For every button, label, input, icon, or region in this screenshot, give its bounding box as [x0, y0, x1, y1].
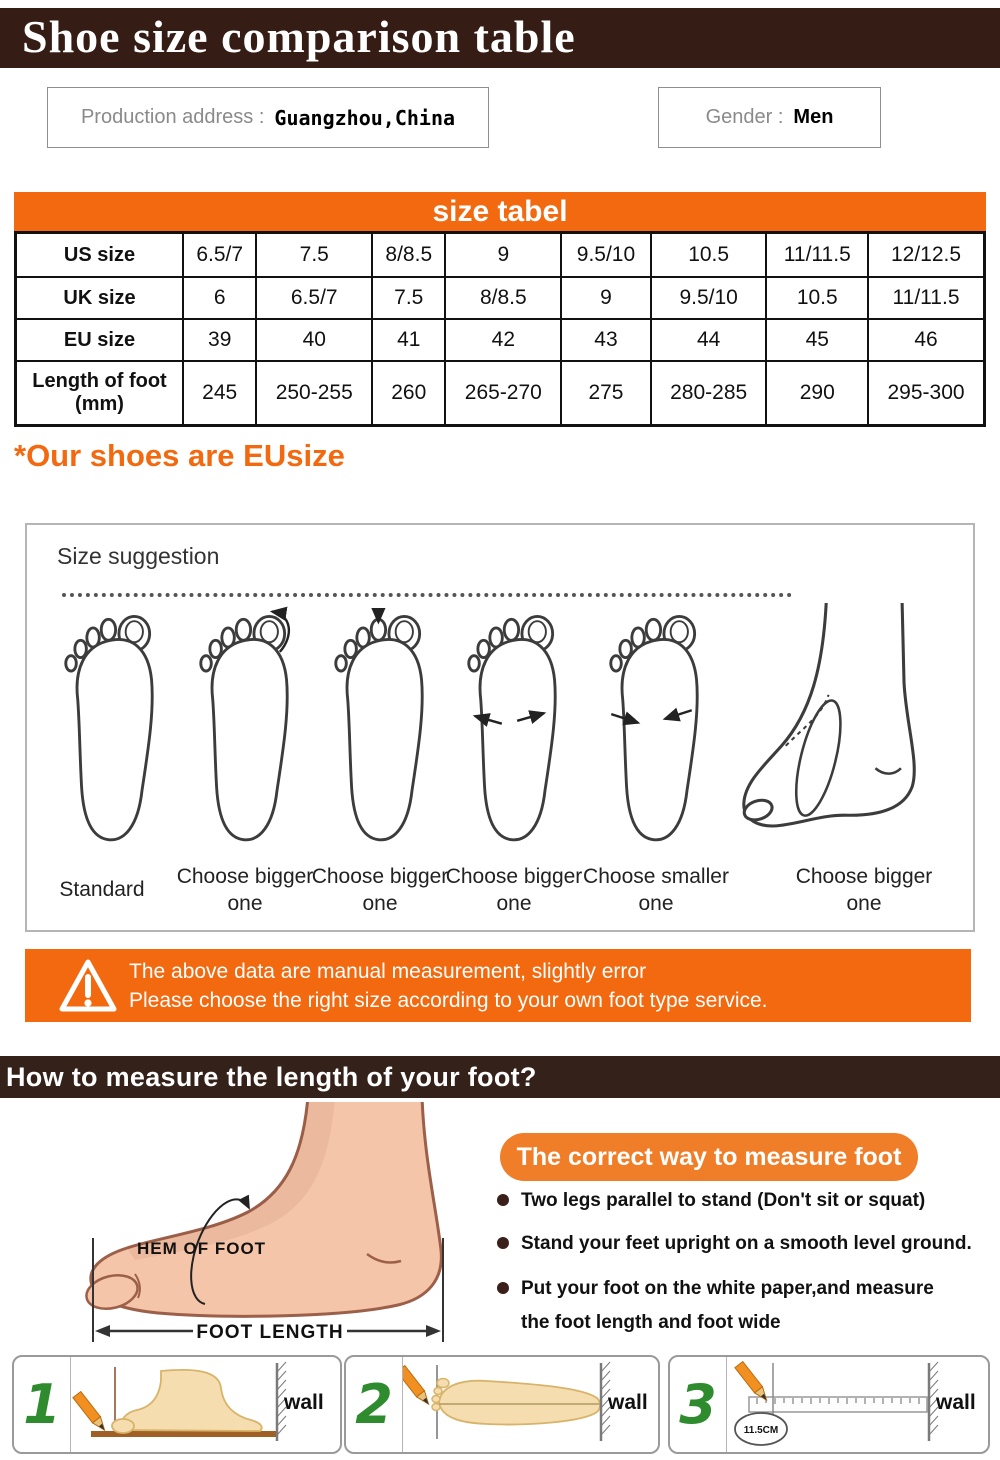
step-number: 1 [23, 1372, 61, 1436]
suggestion-label: Choose bigger one [311, 864, 449, 915]
table-cell: 44 [651, 319, 767, 361]
table-cell: 12/12.5 [868, 233, 984, 278]
table-cell: 43 [561, 319, 651, 361]
table-cell: 9 [561, 277, 651, 319]
table-cell: 6.5/7 [256, 277, 372, 319]
foot-standard-illustration [49, 601, 164, 856]
table-cell: 8/8.5 [372, 233, 445, 278]
production-address-label: Production address : [80, 106, 265, 128]
foot-length-label: FOOT LENGTH [196, 1322, 344, 1343]
table-row-eu [16, 319, 985, 361]
foot-high-instep-illustration [719, 603, 934, 858]
table-cell: 260 [372, 361, 445, 426]
foot-side-illustration [119, 1370, 262, 1431]
measure-section-bar [0, 1056, 1000, 1098]
row-label: UK size [16, 277, 184, 319]
bullet-icon [497, 1282, 509, 1294]
foot-narrow-illustration [594, 601, 709, 856]
suggestion-label: Standard [59, 878, 145, 902]
wall-label: wall [608, 1391, 648, 1414]
table-cell: 42 [445, 319, 561, 361]
step-number: 2 [355, 1372, 393, 1436]
suggestion-label: Choose bigger one [795, 864, 933, 915]
hem-of-foot-label: HEM OF FOOT [137, 1239, 267, 1258]
table-cell: 245 [183, 361, 256, 426]
table-cell: 9.5/10 [651, 277, 767, 319]
step-number-cell [670, 1357, 727, 1452]
table-cell: 7.5 [256, 233, 372, 278]
wall-label: wall [936, 1391, 976, 1414]
table-cell: 39 [183, 319, 256, 361]
step-panel-3 [668, 1355, 990, 1454]
measure-section-title: How to measure the length of your foot? [6, 1062, 537, 1092]
step3-illustration [727, 1357, 985, 1448]
table-cell: 9.5/10 [561, 233, 651, 278]
table-cell: 8/8.5 [445, 277, 561, 319]
gender-label: Gender : [705, 106, 784, 128]
table-cell: 9 [445, 233, 561, 278]
size-table [14, 231, 986, 427]
table-cell: 11/11.5 [766, 233, 868, 278]
table-cell: 45 [766, 319, 868, 361]
step-panel-2 [344, 1355, 660, 1454]
table-cell: 41 [372, 319, 445, 361]
table-cell: 11/11.5 [868, 277, 984, 319]
instruction-text: the foot length and foot wide [521, 1312, 781, 1333]
instruction-item [497, 1190, 925, 1212]
table-row-us [16, 233, 985, 278]
table-cell: 250-255 [256, 361, 372, 426]
step-number-cell [14, 1357, 71, 1452]
instruction-item [497, 1278, 934, 1300]
pencil-icon [73, 1392, 109, 1434]
bullet-icon [497, 1194, 509, 1206]
ruler-note: 11.5CM [743, 1425, 779, 1436]
step-number: 3 [679, 1372, 717, 1436]
page-title: Shoe size comparison table [22, 11, 576, 62]
instruction-text: Put your foot on the white paper,and measure [521, 1278, 934, 1299]
table-cell: 46 [868, 319, 984, 361]
warning-banner [25, 949, 971, 1022]
warning-text-line2: Please choose the right size according to your own foot type service. [129, 989, 768, 1012]
pencil-icon [403, 1366, 432, 1408]
step2-illustration [403, 1357, 655, 1448]
gender-value: Men [793, 106, 834, 128]
table-cell: 295-300 [868, 361, 984, 426]
toe-alignment-dotted-line [62, 593, 792, 597]
foot-top-illustration [439, 1381, 600, 1425]
table-cell: 7.5 [372, 277, 445, 319]
table-cell: 6 [183, 277, 256, 319]
eu-size-note: *Our shoes are EUsize [14, 438, 345, 473]
row-label: Length of foot (mm) [16, 361, 184, 426]
wall-label: wall [284, 1391, 324, 1414]
foot-wide-illustration [452, 601, 567, 856]
foot-measurement-illustration [15, 1102, 495, 1347]
size-suggestion-title: Size suggestion [57, 543, 220, 569]
size-table-title: size tabel [14, 192, 986, 231]
table-cell: 280-285 [651, 361, 767, 426]
size-suggestion-box [25, 523, 975, 932]
table-row-length [16, 361, 985, 426]
instruction-item [497, 1233, 972, 1255]
table-cell: 10.5 [651, 233, 767, 278]
table-cell: 265-270 [445, 361, 561, 426]
step1-illustration [71, 1357, 336, 1448]
step-number-cell [346, 1357, 403, 1452]
instruction-text: Stand your feet upright on a smooth level ground. [521, 1233, 972, 1254]
bullet-icon [497, 1237, 509, 1249]
row-label: EU size [16, 319, 184, 361]
suggestion-label: Choose bigger one [445, 864, 583, 915]
row-label: US size [16, 233, 184, 278]
foot-long-big-toe-illustration [184, 601, 299, 856]
suggestion-label: Choose bigger one [176, 864, 314, 915]
table-cell: 10.5 [766, 277, 868, 319]
suggestion-label: Choose smaller one [583, 864, 729, 915]
warning-text-line1: The above data are manual measurement, slightly error [129, 960, 647, 983]
instruction-item [521, 1312, 781, 1334]
instruction-text: Two legs parallel to stand (Don't sit or squat) [521, 1190, 926, 1211]
suggestion-labels-row [27, 859, 973, 923]
correct-way-title: The correct way to measure foot [500, 1133, 918, 1181]
production-address-box [47, 87, 489, 148]
table-cell: 275 [561, 361, 651, 426]
page-header-bar [0, 8, 1000, 68]
table-row-uk [16, 277, 985, 319]
table-cell: 6.5/7 [183, 233, 256, 278]
table-cell: 290 [766, 361, 868, 426]
table-cell: 40 [256, 319, 372, 361]
step-panel-1 [12, 1355, 342, 1454]
foot-long-second-toe-illustration [319, 601, 434, 856]
gender-box [658, 87, 881, 148]
production-address-value: Guangzhou,China [274, 105, 456, 130]
warning-icon [58, 957, 118, 1015]
